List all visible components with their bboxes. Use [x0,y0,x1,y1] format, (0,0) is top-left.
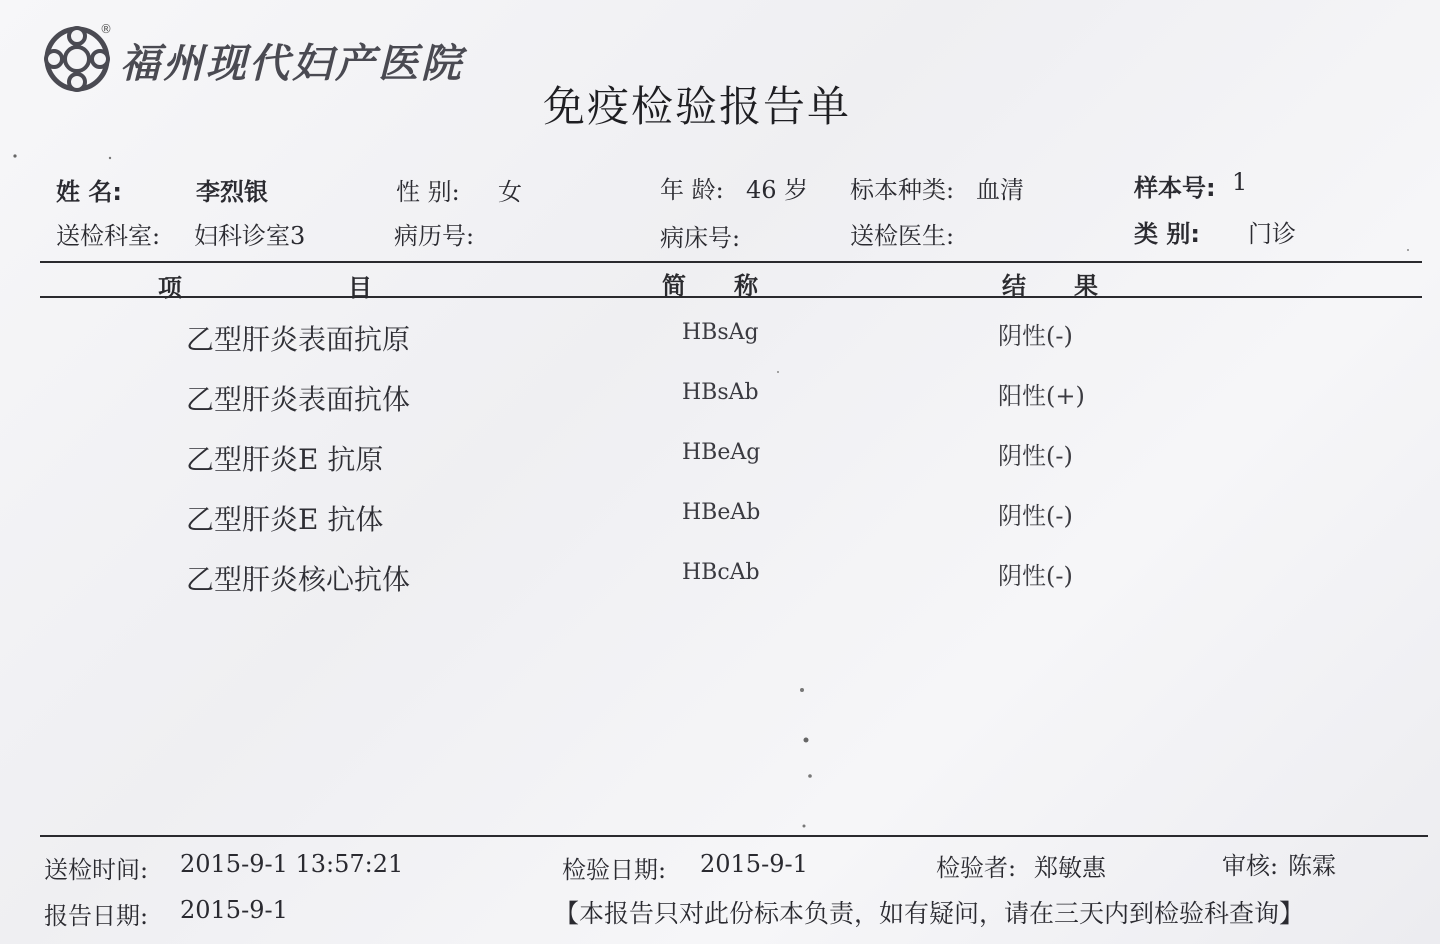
test-date: 2015-9-1 [700,850,808,878]
sample-no-label: 样本号: [1134,174,1216,202]
disclaimer-notice: 【本报告只对此份标本负责，如有疑问，请在三天内到检验科查询】 [554,899,1305,928]
dept-label: 送检科室: [56,222,161,250]
registered-mark: ® [100,22,112,36]
specimen-type: 血清 [976,176,1024,204]
test-abbr: HBcAb [682,560,760,585]
patient-name: 李烈银 [196,178,268,206]
test-abbr: HBsAg [682,320,759,345]
test-result: 阴性(-) [998,562,1073,590]
test-name: 乙型肝炎核心抗体 [186,563,411,596]
reviewer-name: 陈霖 [1288,852,1336,880]
test-name: 乙型肝炎表面抗原 [186,323,411,356]
reviewer-label: 审核: [1222,852,1279,880]
record-label: 病历号: [394,222,475,250]
submit-time-label: 送检时间: [44,856,149,884]
patient-age: 46 岁 [746,176,809,204]
visit-type: 门诊 [1248,220,1296,248]
header-result-1: 结 [1002,272,1026,300]
test-abbr: HBeAb [682,500,761,525]
report-title: 免疫检验报告单 [543,82,852,131]
tester-label: 检验者: [936,854,1017,882]
test-result: 阴性(-) [998,502,1073,530]
sample-no: 1 [1232,168,1248,196]
submit-time: 2015-9-1 13:57:21 [180,850,404,878]
test-abbr: HBeAg [682,440,761,465]
header-item-1: 项 [158,274,182,302]
test-name: 乙型肝炎E 抗原 [186,443,384,476]
header-item-2: 目 [348,274,372,302]
report-date-label: 报告日期: [44,902,149,930]
test-result: 阴性(-) [998,322,1073,350]
specimen-label: 标本种类: [850,176,955,204]
type-label: 类 别: [1134,220,1200,248]
test-result: 阳性(+) [998,382,1085,410]
header-abbr-1: 简 [662,272,686,300]
test-date-label: 检验日期: [562,856,667,884]
test-abbr: HBsAb [682,380,759,405]
test-name: 乙型肝炎表面抗体 [186,383,411,416]
age-label: 年 龄: [660,176,724,204]
patient-sex: 女 [498,178,522,206]
name-label: 姓 名: [56,178,122,206]
tester-name: 郑敏惠 [1034,854,1106,882]
sex-label: 性 别: [396,178,460,206]
doctor-label: 送检医生: [850,222,955,250]
report-date: 2015-9-1 [180,896,288,924]
bed-label: 病床号: [660,224,741,252]
hospital-name: 福州现代妇产医院 [120,41,464,87]
header-result-2: 果 [1074,272,1098,300]
test-result: 阴性(-) [998,442,1073,470]
header-abbr-2: 称 [734,272,758,300]
footer-rule [40,835,1428,837]
dept: 妇科诊室3 [194,222,306,250]
test-name: 乙型肝炎E 抗体 [186,503,384,536]
